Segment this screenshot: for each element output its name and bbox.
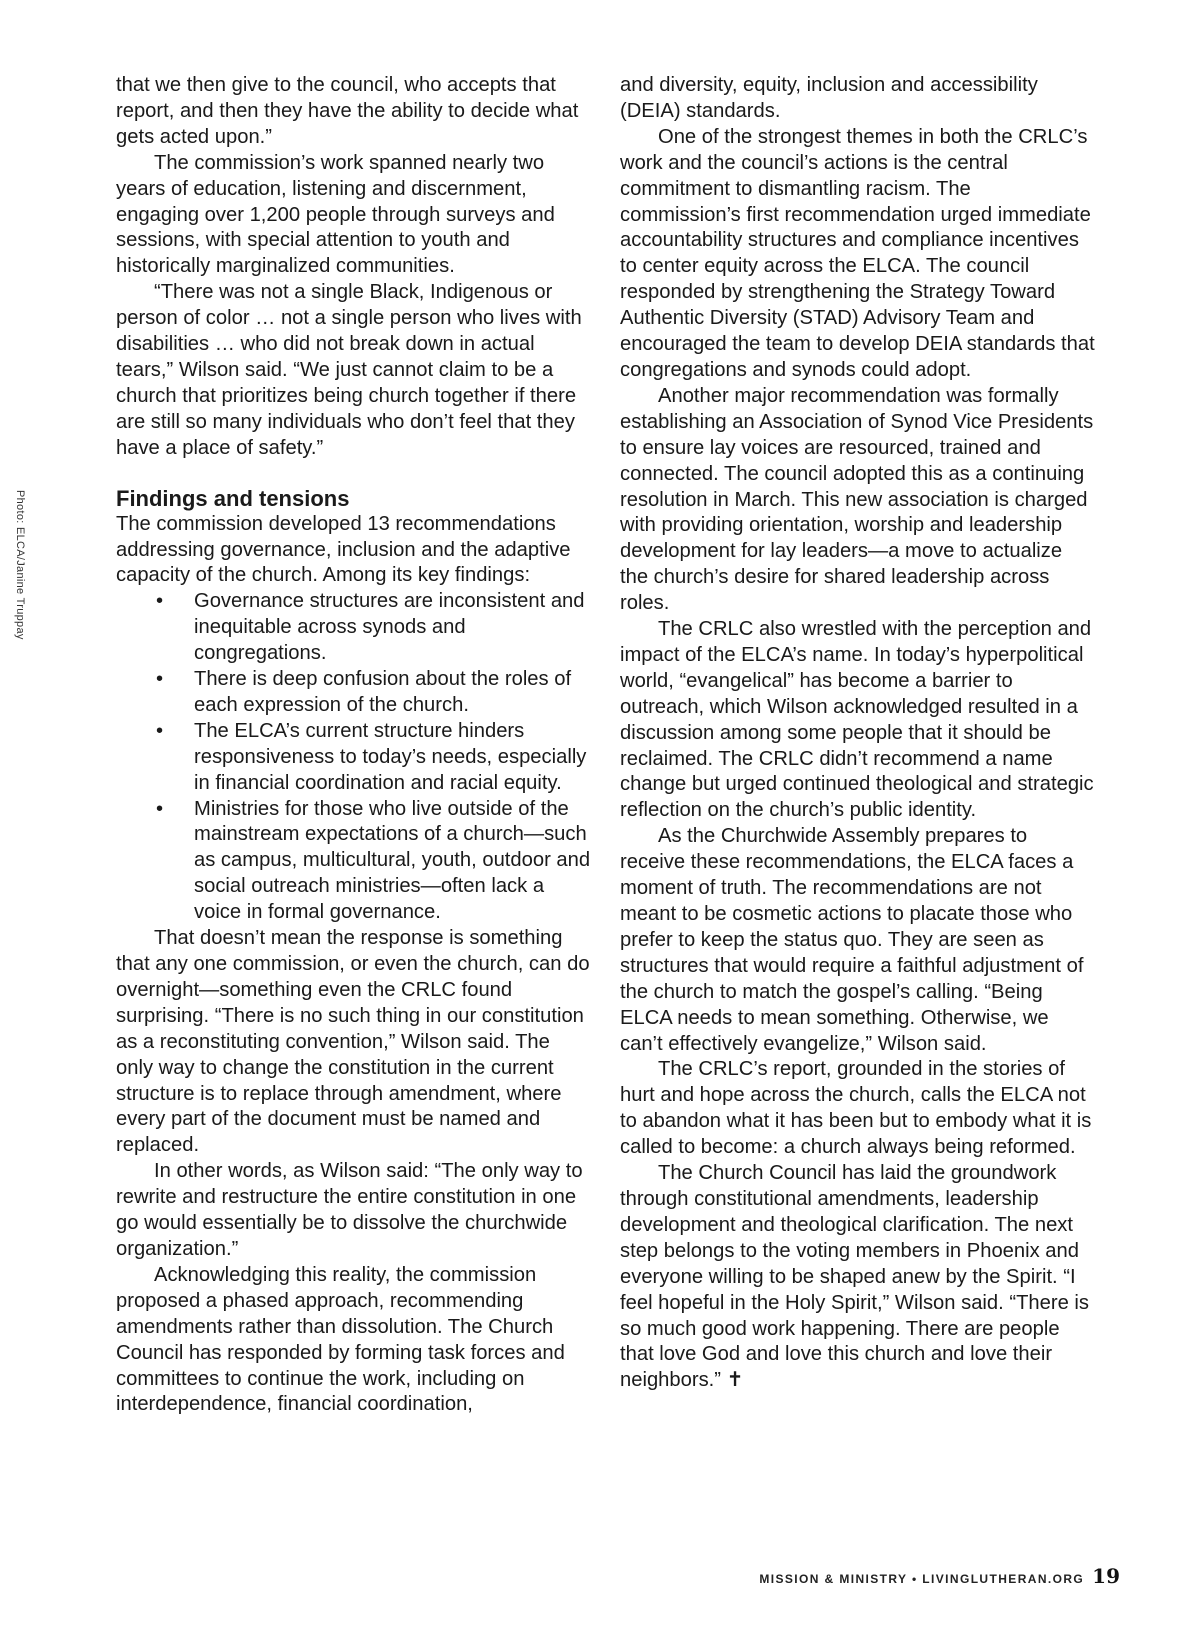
bullet-icon: • <box>156 668 164 691</box>
bullet-icon: • <box>156 590 164 613</box>
list-item <box>156 719 591 797</box>
paragraph-text: The Church Council has laid the groundwork through constitutional amendments, leadership development and theological clarification. The next step belongs to the voting members in Phoenix and everyone willing to be shaped anew by the Spirit. “I feel hopeful in the Holy Spirit,” Wilson said. “There is so much good work happening. There are people that love God and love this church and love their neighbors.” <box>620 1162 1089 1392</box>
list-item <box>156 797 591 927</box>
paragraph: The CRLC also wrestled with the perception and impact of the ELCA’s name. In today’s hyperpolitical world, “evangelical” has become a barrier to outreach, which Wilson acknowledged resulted in a discussion among some people that it should be reclaimed. The CRLC didn’t recommend a name change but urged continued theological and strategic reflection on the church’s public identity. <box>620 618 1094 822</box>
paragraph: That doesn’t mean the response is something that any one commission, or even the church, can do overnight—something even the CRLC found surprising. “There is no such thing in our constitution as a reconstituting convention,” Wilson said. The only way to change the constitution in the current structure is to replace through amendment, where every part of the document must be named and replaced. <box>116 927 590 1157</box>
paragraph: that we then give to the council, who accepts that report, and then they have the ability to decide what gets acted upon.” <box>116 74 579 148</box>
bullet-icon: • <box>156 719 164 742</box>
paragraph: and diversity, equity, inclusion and accessibility (DEIA) standards. <box>620 74 1038 122</box>
list-item-text: The ELCA’s current structure hinders responsiveness to today’s needs, especially in financial coordination and racial equity. <box>194 719 587 794</box>
paragraph: Acknowledging this reality, the commission proposed a phased approach, recommending amendments rather than dissolution. The Church Council has responded by forming task forces and committees to continue the work, including on interdependence, financial coordination, <box>116 1263 565 1416</box>
list-item-text: There is deep confusion about the roles of each expression of the church. <box>194 668 572 716</box>
paragraph <box>620 1161 1095 1394</box>
list-item-text: Governance structures are inconsistent and inequitable across synods and congregations. <box>194 590 585 665</box>
paragraph: The CRLC’s report, grounded in the stories of hurt and hope across the church, calls the ELCA not to abandon what it has been but to embody what it is called to become: a church always being reformed. <box>620 1058 1092 1159</box>
paragraph: The commission developed 13 recommendations addressing governance, inclusion and the adaptive capacity of the church. Among its key findings: <box>116 512 571 587</box>
paragraph: One of the strongest themes in both the CRLC’s work and the council’s actions is the central commitment to dismantling racism. The commission’s first recommendation urged immediate accountability structures and compliance incentives to center equity across the ELCA. The council responded by strengthening the Strategy Toward Authentic Diversity (STAD) Advisory Team and encouraged the team to develop DEIA standards that congregations and synods could adopt. <box>620 125 1095 381</box>
paragraph: “There was not a single Black, Indigenous or person of color … not a single person who lives with disabilities … who did not break down in actual tears,” Wilson said. “We just cannot claim to be a church that prioritizes being church together if there are still so many individuals who don’t feel that they have a place of safety.” <box>116 281 582 459</box>
paragraph: Another major recommendation was formally establishing an Association of Synod Vice Presidents to ensure lay voices are resourced, trained and connected. The council adopted this as a continuing resolution in March. This new association is charged with providing orientation, worship and leadership development for lay leaders—a move to actualize the church’s desire for shared leadership across roles. <box>620 384 1094 615</box>
photo-credit: Photo: ELCA/Janine Truppay <box>14 490 26 640</box>
footer-label: MISSION & MINISTRY • LIVINGLUTHERAN.ORG <box>759 1572 1085 1586</box>
right-column <box>620 73 1095 1394</box>
bullet-icon: • <box>156 797 164 820</box>
findings-list <box>116 589 591 926</box>
cross-icon: ✝ <box>726 1369 744 1392</box>
section-heading: Findings and tensions <box>116 485 350 511</box>
paragraph: As the Churchwide Assembly prepares to receive these recommendations, the ELCA faces a moment of truth. The recommendations are not meant to be cosmetic actions to placate those who prefer to keep the status quo. They are seen as structures that would require a faithful adjustment of the church to match the gospel’s calling. “Being ELCA needs to mean something. Otherwise, we can’t effectively evangelize,” Wilson said. <box>620 825 1084 1055</box>
paragraph: The commission’s work spanned nearly two years of education, listening and discernment, engaging over 1,200 people through surveys and sessions, with special attention to youth and historically marginalized communities. <box>116 151 555 278</box>
paragraph: In other words, as Wilson said: “The only way to rewrite and restructure the entire constitution in one go would essentially be to dissolve the churchwide organization.” <box>116 1160 583 1260</box>
list-item-text: Ministries for those who live outside of the mainstream expectations of a church—such as campus, multicultural, youth, outdoor and social outreach ministries—often lack a voice in formal governance. <box>194 797 591 924</box>
list-item <box>156 589 591 667</box>
page-number: 19 <box>1092 1564 1120 1588</box>
list-item <box>156 667 591 719</box>
page-footer <box>759 1564 1120 1588</box>
left-column <box>116 73 591 1418</box>
